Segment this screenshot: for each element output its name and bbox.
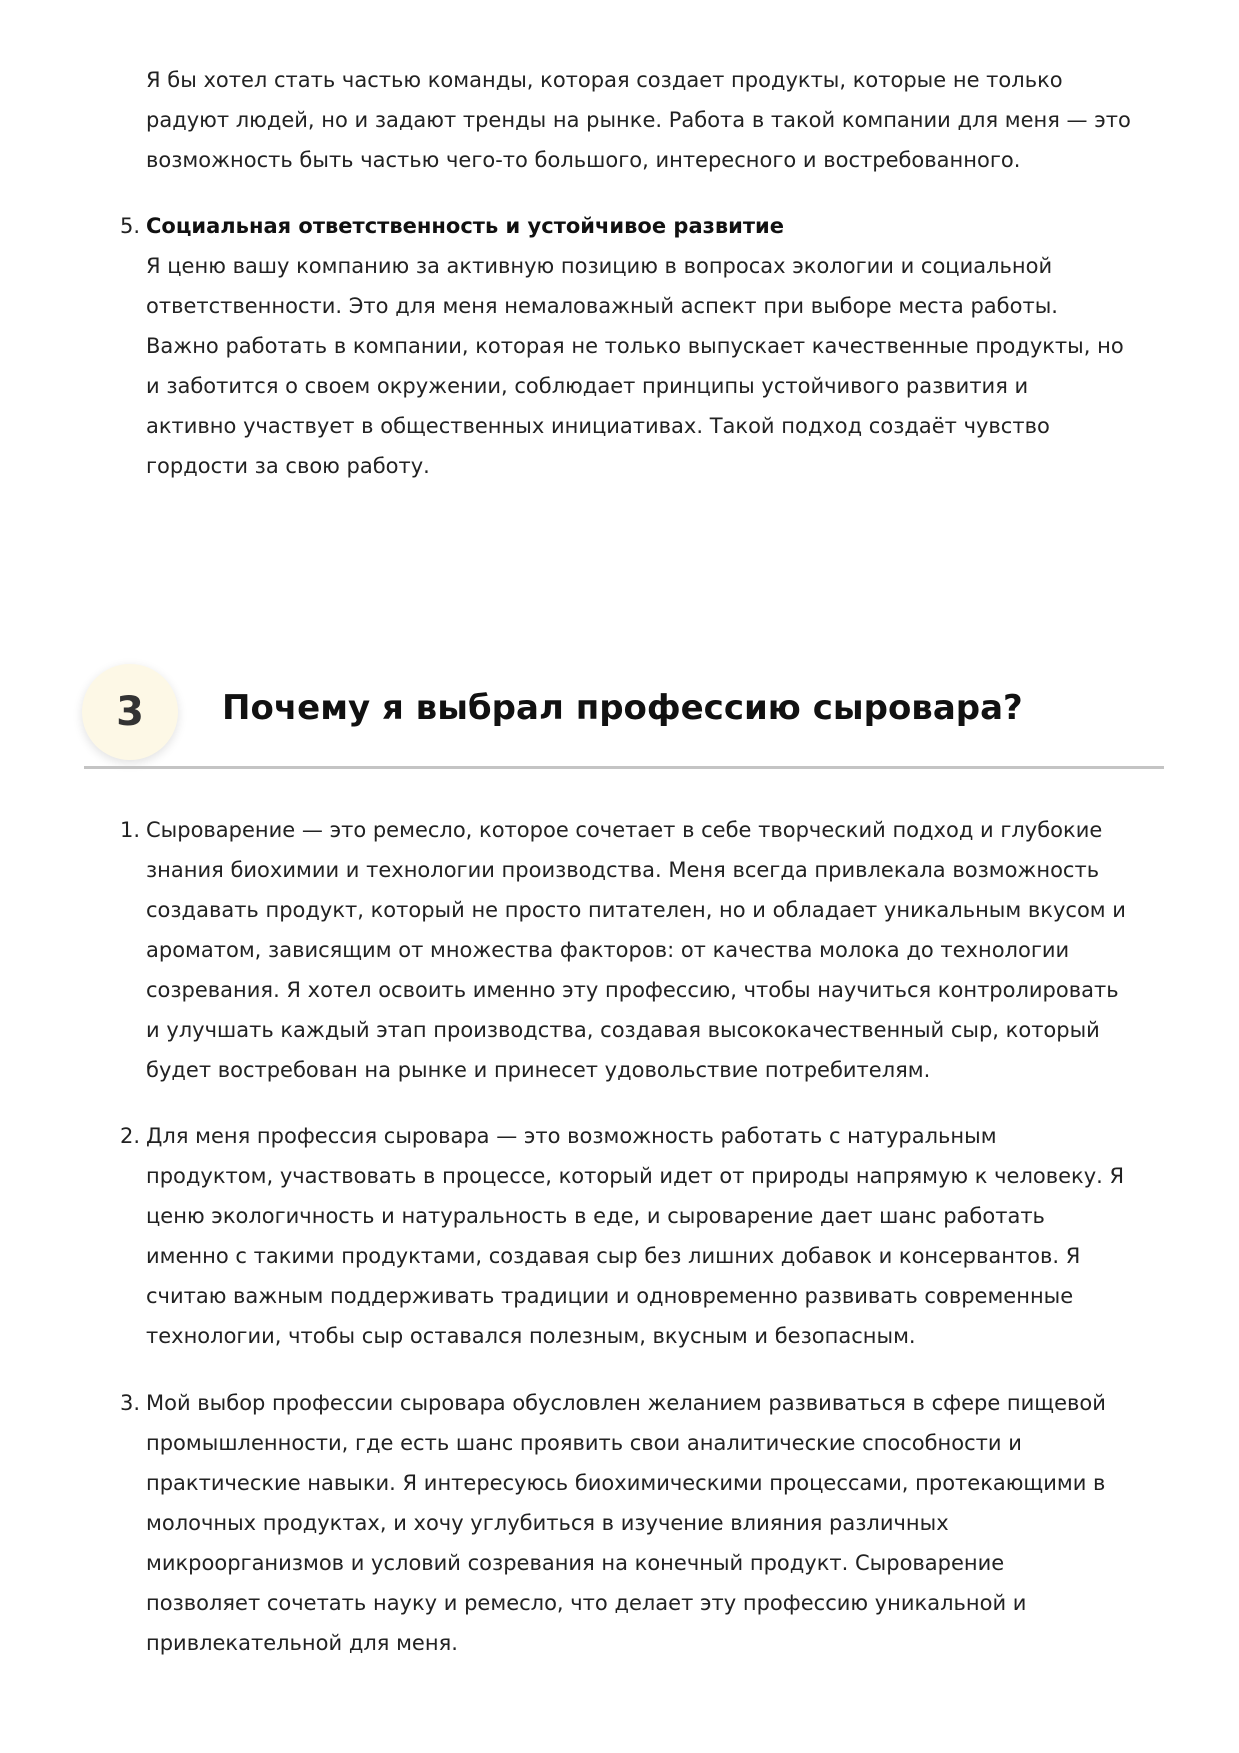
text-line: Я ценю вашу компанию за активную позицию в вопросах экологии и социальной bbox=[146, 254, 1053, 278]
intro-paragraph bbox=[146, 60, 1186, 180]
text-line: Я бы хотел стать частью команды, которая создает продукты, которые не только bbox=[146, 68, 1063, 92]
text-line: и улучшать каждый этап производства, создавая высококачественный сыр, который bbox=[146, 1018, 1100, 1042]
text-line: Сыроварение — это ремесло, которое сочетает в себе творческий подход и глубокие bbox=[146, 818, 1103, 842]
text-line: активно участвует в общественных инициативах. Такой подход создаёт чувство bbox=[146, 414, 1050, 438]
list-number: 5. bbox=[120, 214, 141, 238]
text-line: Мой выбор профессии сыровара обусловлен желанием развиваться в сфере пищевой bbox=[146, 1391, 1106, 1415]
text-line: привлекательной для меня. bbox=[146, 1631, 458, 1655]
text-line: ответственности. Это для меня немаловажный аспект при выборе места работы. bbox=[146, 294, 1058, 318]
text-line: продуктом, участвовать в процессе, который идет от природы напрямую к человеку. Я bbox=[146, 1164, 1125, 1188]
text-line: Важно работать в компании, которая не только выпускает качественные продукты, но bbox=[146, 334, 1124, 358]
list-item-5 bbox=[120, 206, 1186, 486]
list-item-2 bbox=[120, 1116, 1186, 1356]
text-line: и заботится о своем окружении, соблюдает принципы устойчивого развития и bbox=[146, 374, 1029, 398]
text-line: знания биохимии и технологии производства. Меня всегда привлекала возможность bbox=[146, 858, 1100, 882]
text-line: будет востребован на рынке и принесет удовольствие потребителям. bbox=[146, 1058, 931, 1082]
section-number-badge: 3 bbox=[82, 664, 178, 760]
text-line: практические навыки. Я интересуюсь биохимическими процессами, протекающими в bbox=[146, 1471, 1106, 1495]
list-item-1 bbox=[120, 810, 1186, 1090]
text-line: молочных продуктах, и хочу углубиться в изучение влияния различных bbox=[146, 1511, 949, 1535]
list-number: 2. bbox=[120, 1124, 141, 1148]
text-line: радуют людей, но и задают тренды на рынке. Работа в такой компании для меня — это bbox=[146, 108, 1131, 132]
list-number: 3. bbox=[120, 1391, 141, 1415]
text-line: технологии, чтобы сыр оставался полезным, вкусным и безопасным. bbox=[146, 1324, 916, 1348]
text-line: возможность быть частью чего-то большого, интересного и востребованного. bbox=[146, 148, 1021, 172]
text-line: ценю экологичность и натуральность в еде, и сыроварение дает шанс работать bbox=[146, 1204, 1045, 1228]
text-line: ароматом, зависящим от множества факторов: от качества молока до технологии bbox=[146, 938, 1070, 962]
text-line: создавать продукт, который не просто питателен, но и обладает уникальным вкусом и bbox=[146, 898, 1126, 922]
text-line: Для меня профессия сыровара — это возможность работать с натуральным bbox=[146, 1124, 997, 1148]
text-line: позволяет сочетать науку и ремесло, что делает эту профессию уникальной и bbox=[146, 1591, 1027, 1615]
text-line: созревания. Я хотел освоить именно эту профессию, чтобы научиться контролировать bbox=[146, 978, 1119, 1002]
list-item-title: Социальная ответственность и устойчивое развитие bbox=[146, 214, 784, 238]
list-number: 1. bbox=[120, 818, 141, 842]
section-divider bbox=[84, 766, 1164, 769]
text-line: промышленности, где есть шанс проявить свои аналитические способности и bbox=[146, 1431, 1022, 1455]
text-line: именно с такими продуктами, создавая сыр без лишних добавок и консервантов. Я bbox=[146, 1244, 1081, 1268]
text-line: считаю важным поддерживать традиции и одновременно развивать современные bbox=[146, 1284, 1074, 1308]
text-line: гордости за свою работу. bbox=[146, 454, 430, 478]
text-line: микроорганизмов и условий созревания на конечный продукт. Сыроварение bbox=[146, 1551, 1005, 1575]
section-heading: Почему я выбрал профессию сыровара? bbox=[222, 688, 1023, 728]
list-item-3 bbox=[120, 1383, 1186, 1663]
